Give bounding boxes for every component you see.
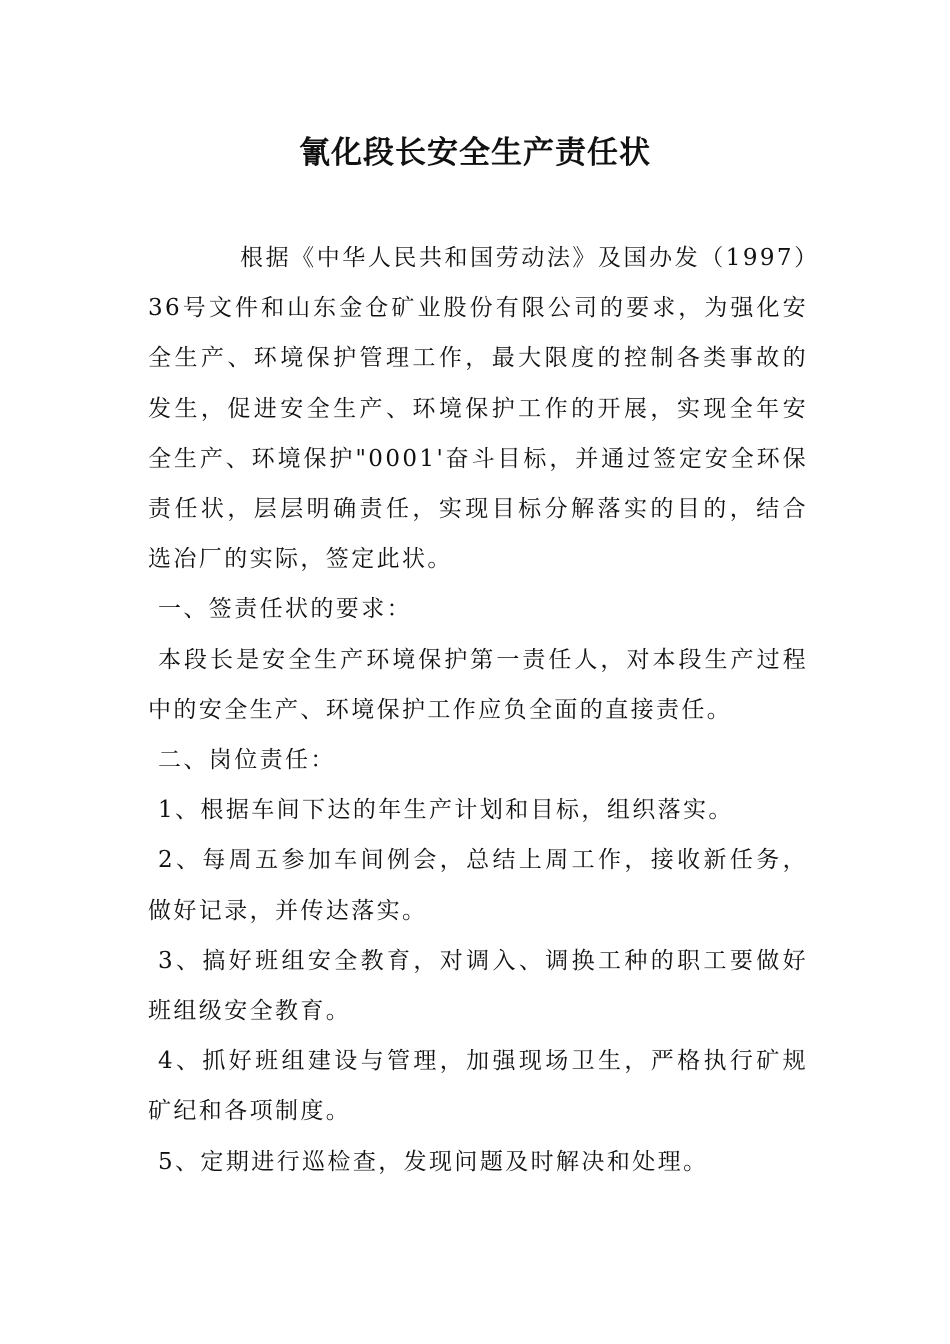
duty-item-5: 5、定期进行巡检查，发现问题及时解决和处理。 xyxy=(158,1148,709,1175)
document-body xyxy=(148,233,808,1187)
section-heading-duties: 二、岗位责任： xyxy=(158,747,336,774)
duty-item-2: 2、每周五参加车间例会，总结上周工作，接收新任务，做好记录，并传达落实。 xyxy=(148,847,808,924)
intro-paragraph: 根据《中华人民共和国劳动法》及国办发（1997）36号文件和山东金仓矿业股份有限公司的要求，为强化安全生产、环境保护管理工作，最大限度的控制各类事故的发生，促进安全生产、环境保护工作的开展，实现全年安全生产、环境保护"0001'奋斗目标，并通过签定安全环保责任状，层层明确责任，实现目标分解落实的目的，结合选冶厂的实际，签定此状。 xyxy=(148,245,808,573)
duty-item-4: 4、抓好班组建设与管理，加强现场卫生，严格执行矿规矿纪和各项制度。 xyxy=(148,1048,808,1125)
document-title: 氰化段长安全生产责任状 xyxy=(299,135,651,171)
section-heading-requirements: 一、签责任状的要求： xyxy=(158,596,412,623)
duty-item-1: 1、根据车间下达的年生产计划和目标，组织落实。 xyxy=(158,797,734,824)
requirements-paragraph: 本段长是安全生产环境保护第一责任人，对本段生产过程中的安全生产、环境保护工作应负全面的直接责任。 xyxy=(148,646,808,723)
duty-item-3: 3、搞好班组安全教育，对调入、调换工种的职工要做好班组级安全教育。 xyxy=(148,947,808,1025)
